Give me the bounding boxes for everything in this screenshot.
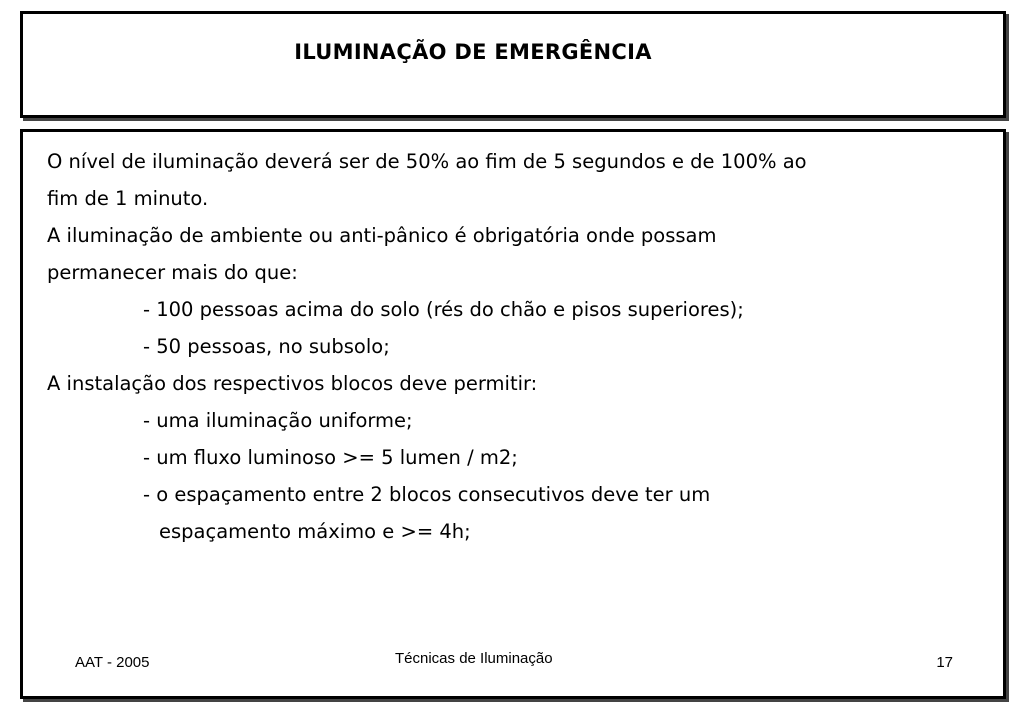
footer-page-number: 17 [936,654,953,671]
body-line: O nível de iluminação deverá ser de 50% ao fim de 5 segundos e de 100% ao [47,150,807,173]
bullet-line: - um fluxo luminoso >= 5 lumen / m2; [143,446,518,469]
bullet-line: - uma iluminação uniforme; [143,409,413,432]
bullet-line: - o espaçamento entre 2 blocos consecutivos deve ter um [143,483,711,506]
body-line: A iluminação de ambiente ou anti-pânico é obrigatória onde possam [47,224,717,247]
title-box [20,11,1006,118]
bullet-line: - 50 pessoas, no subsolo; [143,335,390,358]
body-text [47,143,987,550]
slide-title: ILUMINAÇÃO DE EMERGÊNCIA [294,40,652,64]
footer-author: AAT - 2005 [75,654,150,671]
bullet-line: - 100 pessoas acima do solo (rés do chão e pisos superiores); [143,298,744,321]
body-line: A instalação dos respectivos blocos deve permitir: [47,372,538,395]
bullet-continuation: espaçamento máximo e >= 4h; [159,520,471,543]
body-line: fim de 1 minuto. [47,187,209,210]
content-box [20,129,1006,699]
footer-course: Técnicas de Iluminação [395,650,553,667]
body-line: permanecer mais do que: [47,261,298,284]
